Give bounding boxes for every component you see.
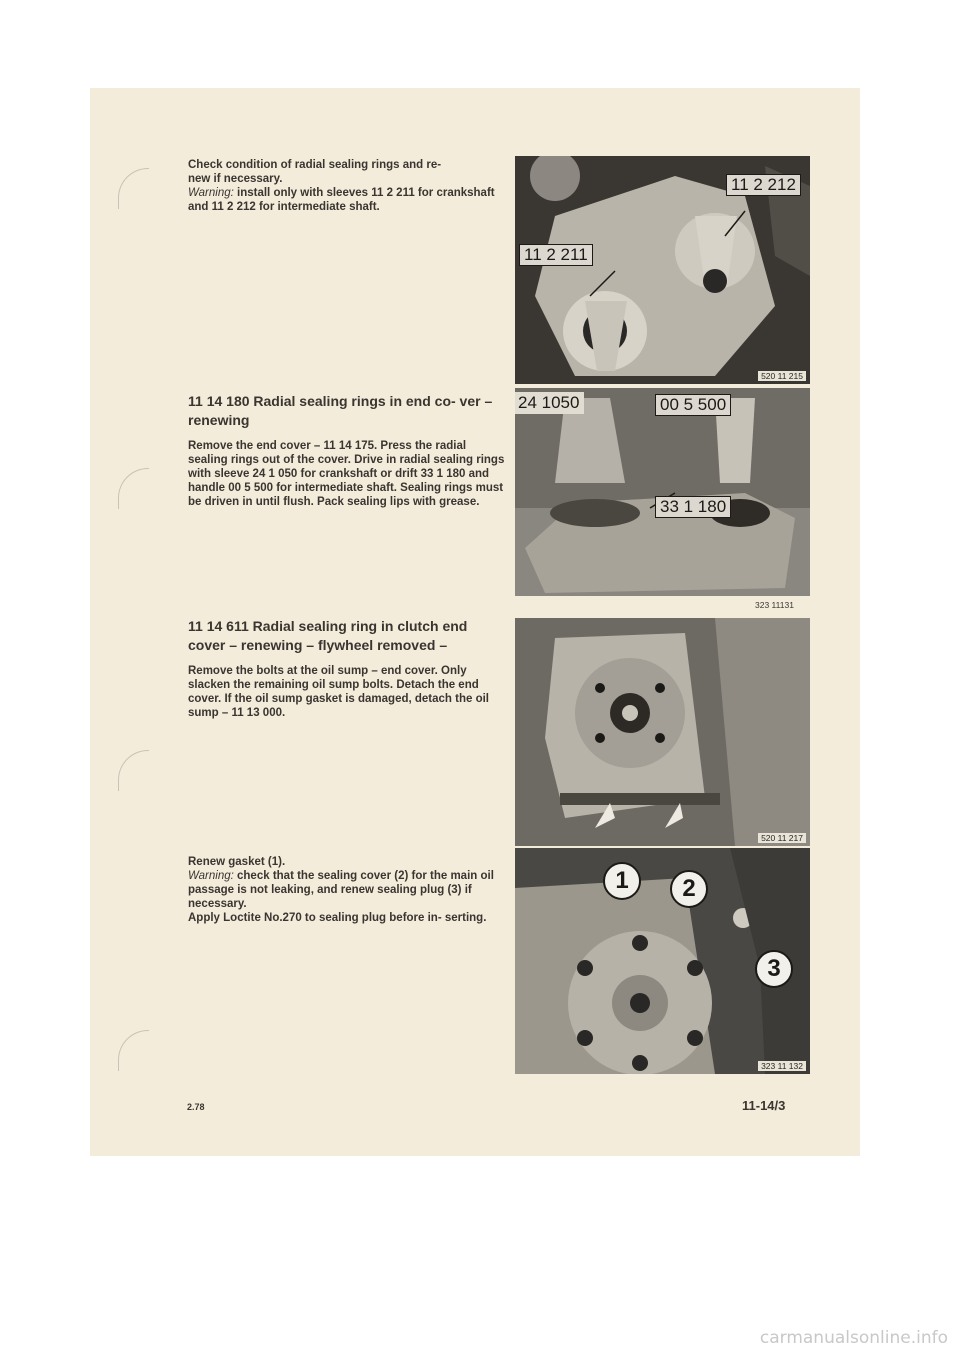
photo-end-cover-press [515, 388, 810, 596]
section-4-line-3: Apply Loctite No.270 to sealing plug before in- serting. [188, 912, 487, 924]
section-4-text [188, 855, 506, 925]
warning-text: check that the sealing cover (2) for the main oil passage is not leaking, and renew sealing plug (3) if necessary. [188, 870, 494, 910]
tool-label-24-1050: 24 1050 [515, 392, 584, 414]
engine-photo-3 [515, 618, 810, 846]
section-2-heading: 11 14 180 Radial sealing rings in end co- ver – renewing [188, 393, 493, 428]
section-2-text [188, 392, 506, 509]
warning-text: install only with sleeves 11 2 211 for crankshaft and 11 2 212 for intermediate shaft. [188, 187, 495, 213]
tool-label-33-1-180: 33 1 180 [655, 496, 731, 518]
watermark: carmanualsonline.info [759, 1328, 948, 1348]
photo-clutch-end-cover [515, 618, 810, 846]
section-3-heading: 11 14 611 Radial sealing ring in clutch end cover – renewing – flywheel removed – [188, 618, 468, 653]
warning-label: Warning: [188, 187, 234, 199]
page-number: 11-14/3 [742, 1098, 786, 1113]
callout-2: 2 [670, 870, 708, 908]
section-3-text [188, 617, 506, 720]
tool-label-11-2-212: 11 2 212 [726, 174, 801, 196]
callout-3: 3 [755, 950, 793, 988]
photo-gasket-and-plugs [515, 848, 810, 1074]
photo-2-caption: 323 11131 [755, 600, 794, 610]
photo-sleeves-installed [515, 156, 810, 384]
section-3-body: Remove the bolts at the oil sump – end cover. Only slacken the remaining oil sump bolts. Detach the end cover. If the oil sump gasket is damaged, detach the oil sump – 11 13 000. [188, 665, 489, 719]
section-4-warning [188, 869, 506, 911]
engine-photo-2 [515, 388, 810, 596]
photo-1-caption: 520 11 215 [758, 371, 806, 381]
section-1-warning [188, 186, 506, 214]
tool-label-11-2-211: 11 2 211 [519, 244, 593, 266]
section-1-text [188, 158, 506, 214]
section-4-line-1: Renew gasket (1). [188, 856, 286, 868]
photo-3-caption: 520 11 217 [758, 833, 806, 843]
photo-4-caption: 323 11 132 [758, 1061, 806, 1071]
callout-1: 1 [603, 862, 641, 900]
warning-label: Warning: [188, 870, 234, 882]
tool-label-00-5-500: 00 5 500 [655, 394, 731, 416]
section-1-line-2: new if necessary. [188, 173, 283, 185]
section-2-body: Remove the end cover – 11 14 175. Press the radial sealing rings out of the cover. Drive in radial sealing rings with sleeve 24 1 050 for crankshaft or drift 33 1 180 and handle 00 5 500 for intermediate shaft. Sealing rings must be driven in until flush. Pack sealing lips with grease. [188, 440, 505, 508]
footer-date: 2.78 [187, 1102, 205, 1112]
section-1-line-1: Check condition of radial sealing rings and re- [188, 159, 442, 171]
